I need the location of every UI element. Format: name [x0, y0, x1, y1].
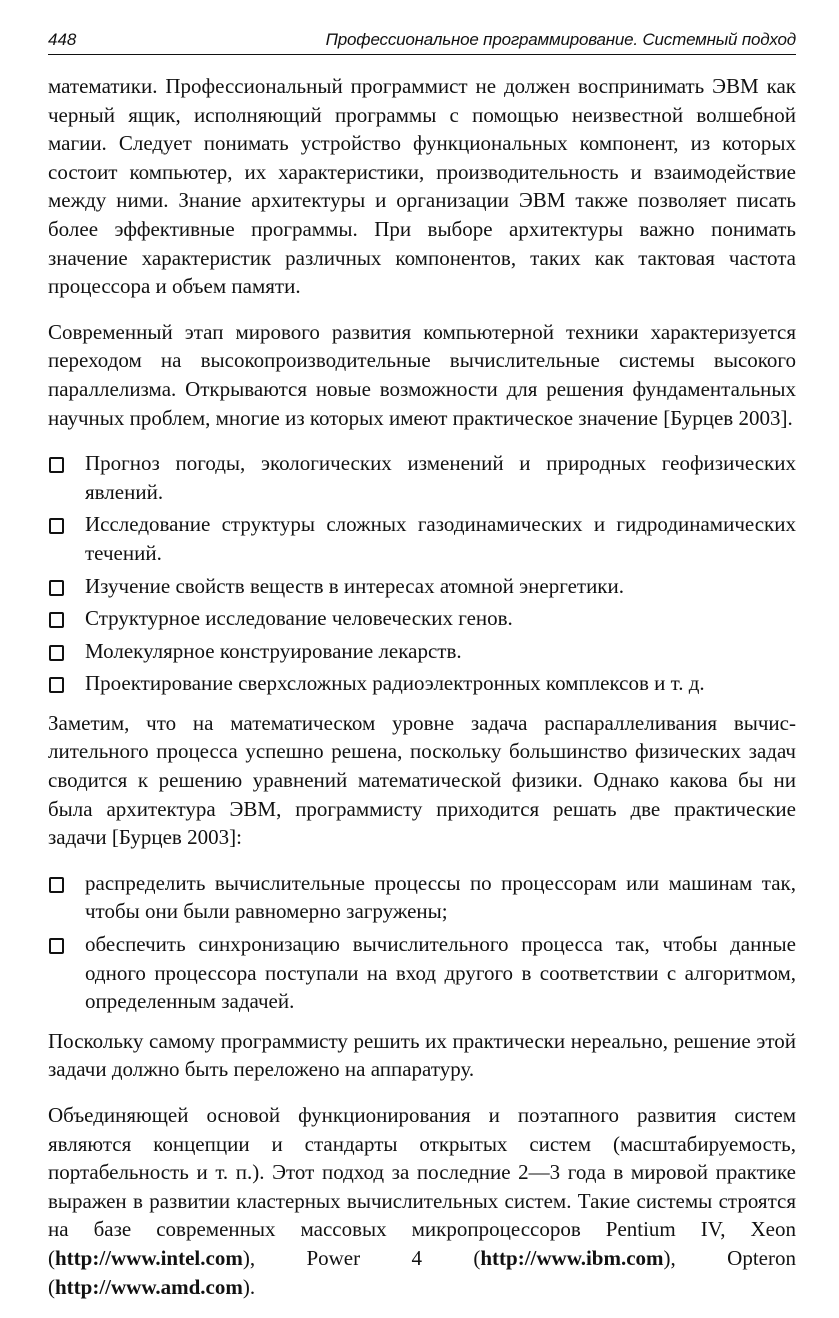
running-header: [48, 30, 796, 55]
amd-link: http://www.amd.com: [55, 1274, 243, 1299]
list-item: [48, 669, 796, 698]
checkbox-bullet-icon: [49, 518, 64, 534]
page-number: 448: [48, 30, 77, 49]
clusters-text-1: Объединяющей основой функционирования и поэтапного развития систем являются концепции и стандарты открытых систем (масштабируемость, портабельность и т. п.). Этот подход за последние 2—3 года в мировой практике выражен в развитии кластерных вычислительных систем. Такие системы строятся на базе современных массовых микропроцессоров Pentium IV, Xeon (: [48, 1103, 796, 1270]
list-item-text: Прогноз погоды, экологических изменений и природных геофизических явлений.: [85, 451, 796, 504]
paragraph-parallelism: Современный этап мирового развития компьютерной техники характеризуется переходом на высокопроизводительные вычислительные системы высокого параллелизма. Открываются новые возможности для решения фундаментальных научных проблем, многие из которых имеют практическое значение [Бурцев 2003].: [48, 319, 796, 430]
ibm-link: http://www.ibm.com: [480, 1245, 664, 1270]
checkbox-bullet-icon: [49, 457, 64, 473]
checkbox-bullet-icon: [49, 677, 64, 693]
list-item: [48, 510, 796, 567]
list-item-text: Исследование структуры сложных газодинамических и гидродинамических течений.: [85, 512, 796, 565]
paragraph-architecture: математики. Профессиональный программист не должен воспринимать ЭВМ как черный ящик, исполняющий программы с помощью неизвестной волшебной магии. Следует понимать устройство функциональных компонент, из которых состоит компьютер, их характеристики, производительность и взаимодействие между ними. Знание архитектуры и организации ЭВМ также позволяет писать более эффективные программы. При выборе архитектуры важно понимать значение характеристик различных компонентов, таких как тактовая частота процессора и объем памяти.: [48, 74, 796, 299]
list-item-text: Изучение свойств веществ в интересах атомной энергетики.: [85, 573, 624, 598]
list-item: [48, 869, 796, 926]
checkbox-bullet-icon: [49, 612, 64, 628]
list-item: [48, 637, 796, 666]
clusters-text-4: ).: [242, 1274, 256, 1299]
list-item-text: распределить вычислительные процессы по процессорам или машинам так, чтобы они были равномерно загружены;: [85, 870, 796, 924]
list-item-text: обеспечить синхронизацию вычислительного процесса так, чтобы данные одного процессора поступали на вход другого в соответствии с алгоритмом, определенным задачей.: [85, 932, 796, 1014]
checkbox-bullet-icon: [49, 645, 64, 661]
running-title: Профессиональное программирование. Системный подход: [325, 30, 796, 49]
checkbox-bullet-icon: [49, 580, 64, 596]
checkbox-bullet-icon: [49, 938, 64, 954]
clusters-text-2: ), Power 4 (: [242, 1245, 481, 1270]
intel-link: http://www.intel.com: [55, 1245, 243, 1270]
paragraph-hardware: Поскольку самому программисту решить их практически нереально, решение этой задачи должно быть переложено на аппаратуру.: [48, 1028, 796, 1082]
problems-list: [48, 449, 796, 698]
paragraph-clusters: [48, 1101, 796, 1301]
book-page: [48, 30, 796, 1318]
clusters-text-3: ), Opteron (: [48, 1245, 796, 1299]
list-item: [48, 604, 796, 633]
list-item: [48, 930, 796, 1016]
tasks-list: [48, 869, 796, 1016]
checkbox-bullet-icon: [49, 877, 64, 893]
list-item: [48, 572, 796, 601]
list-item-text: Структурное исследование человеческих генов.: [85, 606, 513, 631]
list-item-text: Молекулярное конструирование лекарств.: [85, 638, 462, 663]
list-item-text: Проектирование сверхсложных радиоэлектронных комплексов и т. д.: [85, 671, 705, 696]
list-item: [48, 449, 796, 506]
paragraph-parallelization: Заметим, что на математическом уровне задача распараллеливания вычислительного процесса успешно решена, поскольку большинство физических задач сводится к решению уравнений математической физики. Однако какова бы ни была архитектура ЭВМ, программисту приходится решать две практические задачи [Бурцев 2003]:: [48, 710, 796, 850]
